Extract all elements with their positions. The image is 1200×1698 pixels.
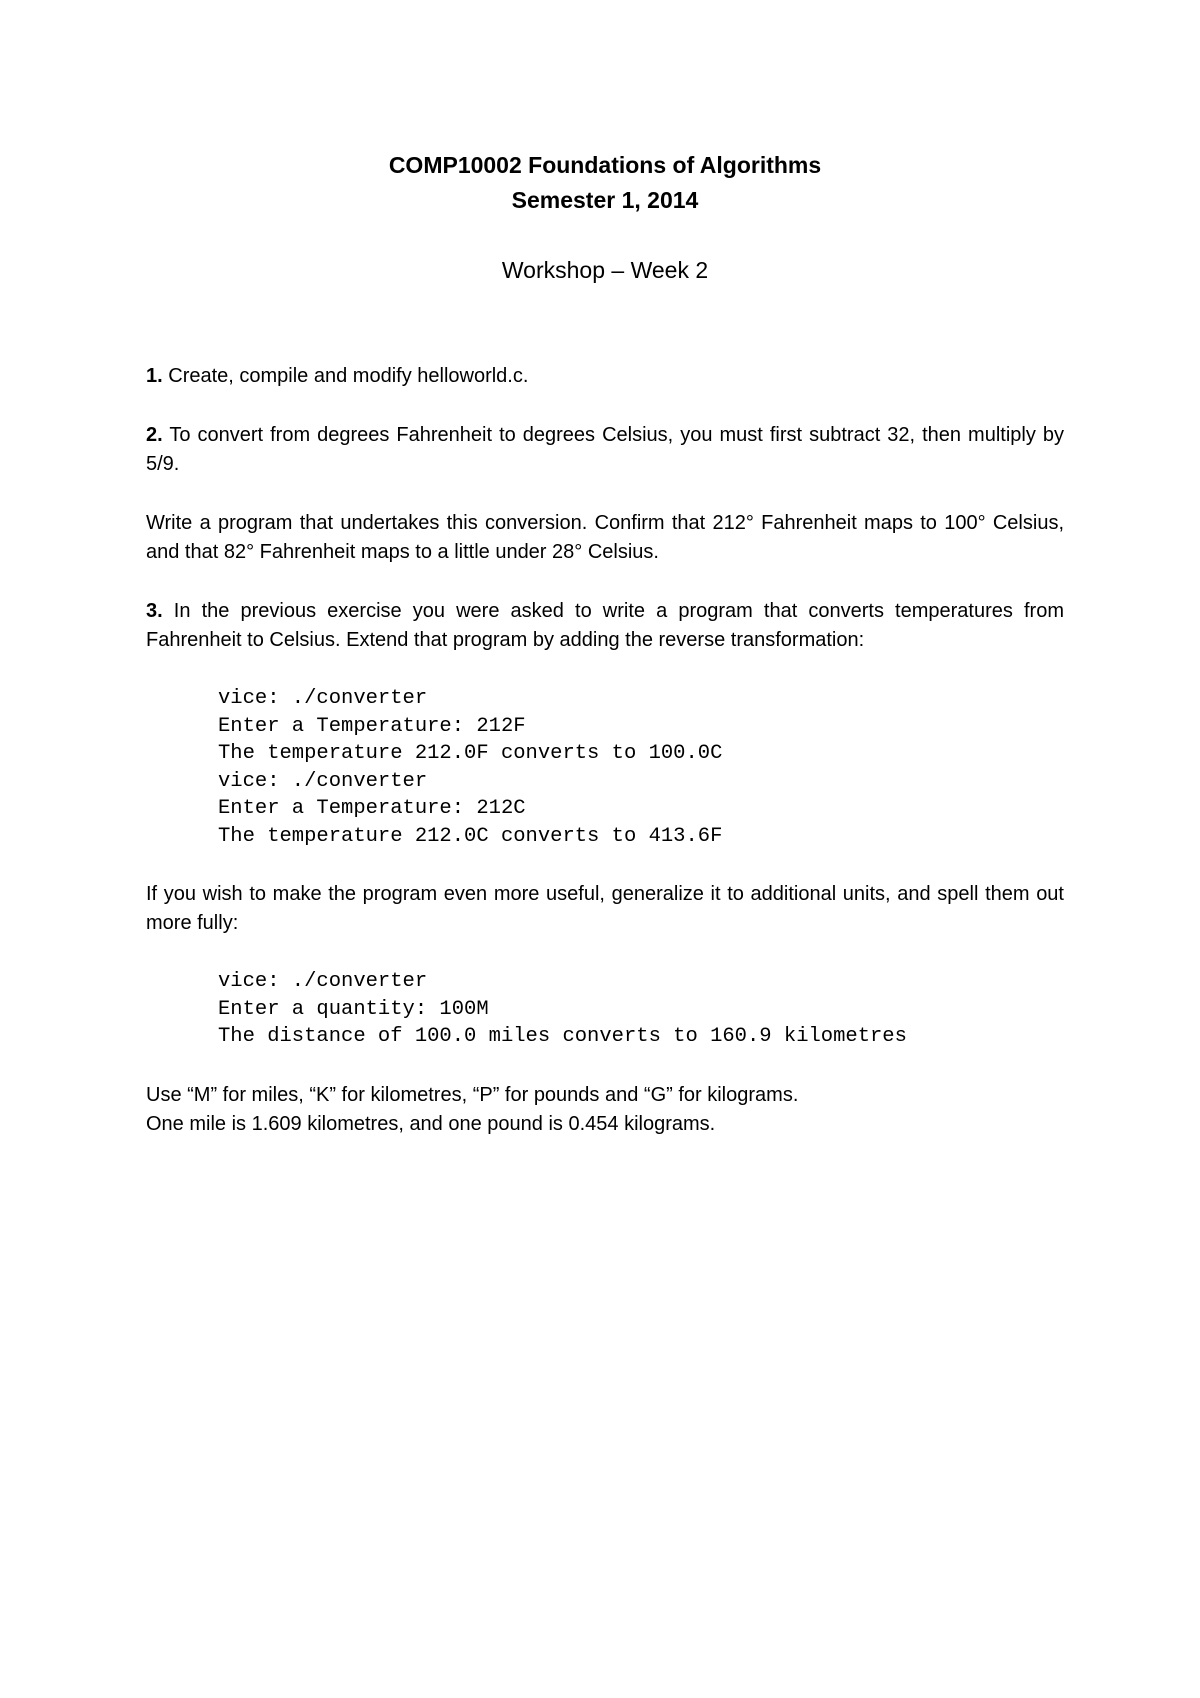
question-2-paragraph: Write a program that undertakes this conversion. Confirm that 212° Fahrenheit maps to 100° Celsius, and that 82° Fahrenheit maps to a little under 28° Celsius.: [146, 512, 1064, 563]
code-example-temperature: [218, 685, 1064, 850]
code-line: Enter a quantity: 100M: [218, 997, 489, 1021]
question-text: In the previous exercise you were asked to write a program that converts temperatures from Fahrenheit to Celsius. Extend that program by adding the reverse transformation:: [146, 600, 1064, 651]
question-3-paragraph: If you wish to make the program even more useful, generalize it to additional units, and spell them out more fully:: [146, 883, 1064, 934]
code-line: vice: ./converter: [218, 687, 428, 710]
course-title: COMP10002 Foundations of Algorithms: [388, 152, 822, 178]
document-page: [146, 148, 1064, 1139]
question-text: Create, compile and modify helloworld.c.: [162, 365, 529, 387]
document-body: [146, 362, 1064, 1139]
document-header: [146, 148, 1064, 288]
question-1: [146, 362, 1064, 391]
question-number: 2.: [146, 424, 163, 446]
question-3: [146, 597, 1064, 655]
units-line: Use “M” for miles, “K” for kilometres, “P” for pounds and “G” for kilograms.: [146, 1083, 799, 1106]
question-number: 3.: [146, 600, 163, 622]
question-number: 1.: [146, 365, 163, 387]
code-line: The temperature 212.0C converts to 413.6F: [218, 824, 723, 848]
code-line: Enter a Temperature: 212F: [218, 714, 526, 738]
code-line: vice: ./converter: [218, 769, 428, 793]
question-text: To convert from degrees Fahrenheit to degrees Celsius, you must first subtract 32, then multiply by 5/9.: [146, 424, 1064, 475]
question-2: [146, 421, 1064, 479]
code-line: vice: ./converter: [218, 970, 428, 993]
code-line: Enter a Temperature: 212C: [218, 797, 526, 820]
code-example-distance: [218, 968, 1064, 1051]
code-line: The temperature 212.0F converts to 100.0C: [218, 742, 723, 765]
workshop-title: Workshop – Week 2: [501, 257, 709, 283]
code-line: The distance of 100.0 miles converts to 160.9 kilometres: [218, 1025, 907, 1048]
conversion-line: One mile is 1.609 kilometres, and one pound is 0.454 kilograms.: [146, 1112, 716, 1135]
semester-label: Semester 1, 2014: [511, 187, 699, 213]
